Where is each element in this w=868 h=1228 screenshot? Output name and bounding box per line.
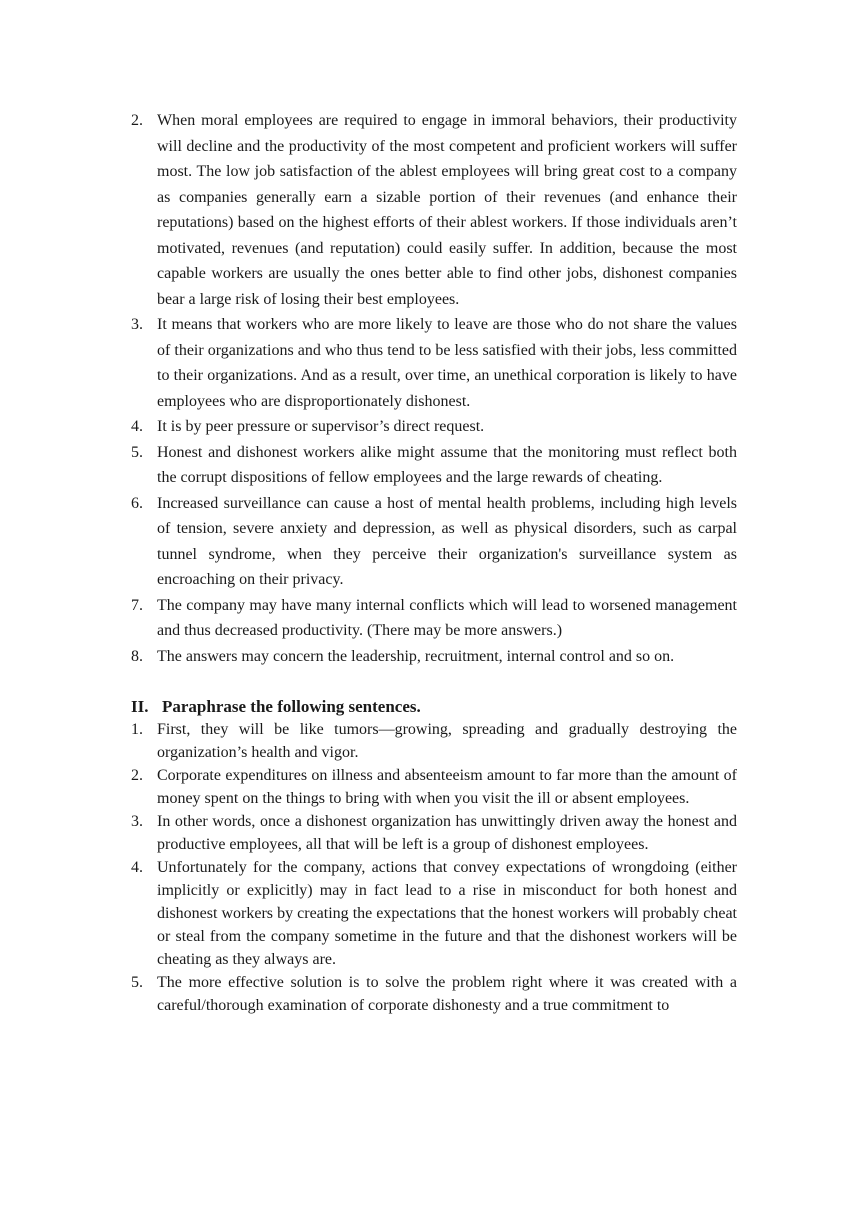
item-number: 8. xyxy=(131,647,143,665)
list-item xyxy=(131,971,737,1017)
list-item xyxy=(131,810,737,856)
list-item xyxy=(131,491,737,593)
document-page xyxy=(131,108,737,1017)
item-text: When moral employees are required to engage in immoral behaviors, their productivity will decline and the productivity of the most competent and proficient workers will suffer most. The low job satisfaction of the ablest employees will bring great cost to a company as companies generally earn a sizable portion of their revenues (and enhance their reputations) based on the highest efforts of their ablest workers. If those individuals aren’t motivated, revenues (and reputation) could easily suffer. In addition, because the most capable workers are usually the ones better able to find other jobs, dishonest companies bear a large risk of losing their best employees. xyxy=(157,112,737,308)
item-text: It means that workers who are more likely to leave are those who do not share the values of their organizations and who thus tend to be less satisfied with their jobs, less committed to their organizations. And as a result, over time, an unethical corporation is likely to have employees who are disproportionately dishonest. xyxy=(157,316,737,410)
item-number: 6. xyxy=(131,494,143,512)
list-item xyxy=(131,764,737,810)
item-number: 7. xyxy=(131,596,143,614)
paraphrase-list xyxy=(131,718,737,1017)
list-item xyxy=(131,312,737,414)
list-item xyxy=(131,593,737,644)
item-text: Corporate expenditures on illness and absenteeism amount to far more than the amount of money spent on the things to bring with when you visit the ill or absent employees. xyxy=(157,767,737,807)
item-number: 5. xyxy=(131,443,143,461)
section-number: II. xyxy=(131,697,149,716)
item-number: 5. xyxy=(131,974,143,991)
answer-list xyxy=(131,108,737,669)
list-item xyxy=(131,108,737,312)
item-text: Increased surveillance can cause a host of mental health problems, including high levels of tension, severe anxiety and depression, as well as physical disorders, such as carpal tunnel syndrome, when they perceive their organization's surveillance system as encroaching on their privacy. xyxy=(157,494,737,588)
list-item xyxy=(131,440,737,491)
item-number: 4. xyxy=(131,418,143,435)
list-item xyxy=(131,414,737,440)
item-number: 3. xyxy=(131,813,143,830)
item-text: Unfortunately for the company, actions that convey expectations of wrongdoing (either implicitly or explicitly) may in fact lead to a rise in misconduct for both honest and dishonest workers by creating the expectations that the honest workers will probably cheat or steal from the company sometime in the future and that the dishonest workers will be cheating as they always are. xyxy=(157,859,737,968)
item-text: The more effective solution is to solve the problem right where it was created with a careful/thorough examination of corporate dishonesty and a true commitment to xyxy=(157,974,737,1014)
item-text: The answers may concern the leadership, recruitment, internal control and so on. xyxy=(157,647,675,665)
item-text: Honest and dishonest workers alike might assume that the monitoring must reflect both the corrupt dispositions of fellow employees and the large rewards of cheating. xyxy=(157,443,737,486)
item-text: It is by peer pressure or supervisor’s direct request. xyxy=(157,418,485,435)
item-text: The company may have many internal conflicts which will lead to worsened management and thus decreased productivity. (There may be more answers.) xyxy=(157,596,737,639)
item-text: First, they will be like tumors—growing, spreading and gradually destroying the organization’s health and vigor. xyxy=(157,721,737,761)
item-number: 2. xyxy=(131,767,143,784)
item-number: 4. xyxy=(131,859,143,876)
list-item xyxy=(131,856,737,971)
section-title: Paraphrase the following sentences. xyxy=(162,697,421,716)
item-number: 1. xyxy=(131,721,143,738)
item-text: In other words, once a dishonest organization has unwittingly driven away the honest and productive employees, all that will be left is a group of dishonest employees. xyxy=(157,813,737,853)
section-heading xyxy=(131,696,737,718)
item-number: 2. xyxy=(131,112,143,129)
list-item xyxy=(131,718,737,764)
list-item xyxy=(131,644,737,670)
item-number: 3. xyxy=(131,316,143,333)
